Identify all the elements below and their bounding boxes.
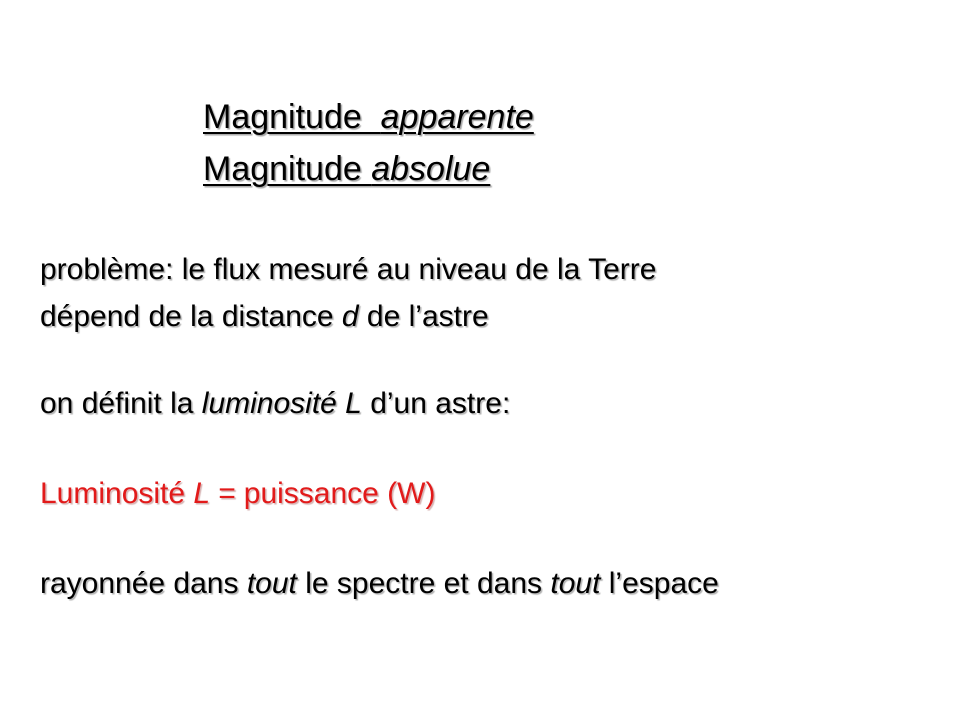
paragraph-definition (40, 380, 510, 427)
problem-line-2 (40, 293, 656, 340)
radiated-italic-1: tout (246, 567, 297, 600)
definition-b: d’un astre: (361, 387, 511, 420)
title-line1-plain: Magnitude (203, 98, 381, 136)
radiated-line (40, 560, 719, 607)
formula-b: puissance (W) (235, 477, 436, 510)
distance-variable: d (341, 300, 359, 333)
formula-line (40, 470, 435, 517)
slide-title (203, 91, 534, 195)
paragraph-luminosity-formula (40, 470, 435, 517)
definition-line (40, 380, 510, 427)
paragraph-problem (40, 246, 656, 340)
title-line2-italic: absolue (371, 150, 491, 188)
title-line-absolute (203, 143, 534, 195)
radiated-c: l’espace (600, 567, 719, 600)
radiated-b: le spectre et dans (296, 567, 551, 600)
definition-italic: luminosité L (201, 387, 362, 420)
radiated-italic-2: tout (550, 567, 601, 600)
title-line1-italic: apparente (380, 98, 534, 136)
radiated-a: rayonnée dans (40, 567, 247, 600)
title-line2-plain: Magnitude (203, 150, 372, 188)
paragraph-radiated (40, 560, 719, 607)
formula-italic: L = (193, 477, 236, 510)
title-line-apparent (203, 91, 534, 143)
problem-line2-b: de l’astre (358, 300, 489, 333)
formula-a: Luminosité (40, 477, 194, 510)
problem-line-1: problème: le flux mesuré au niveau de la Terre (40, 253, 657, 286)
definition-a: on définit la (40, 387, 202, 420)
problem-line2-a: dépend de la distance (40, 300, 342, 333)
